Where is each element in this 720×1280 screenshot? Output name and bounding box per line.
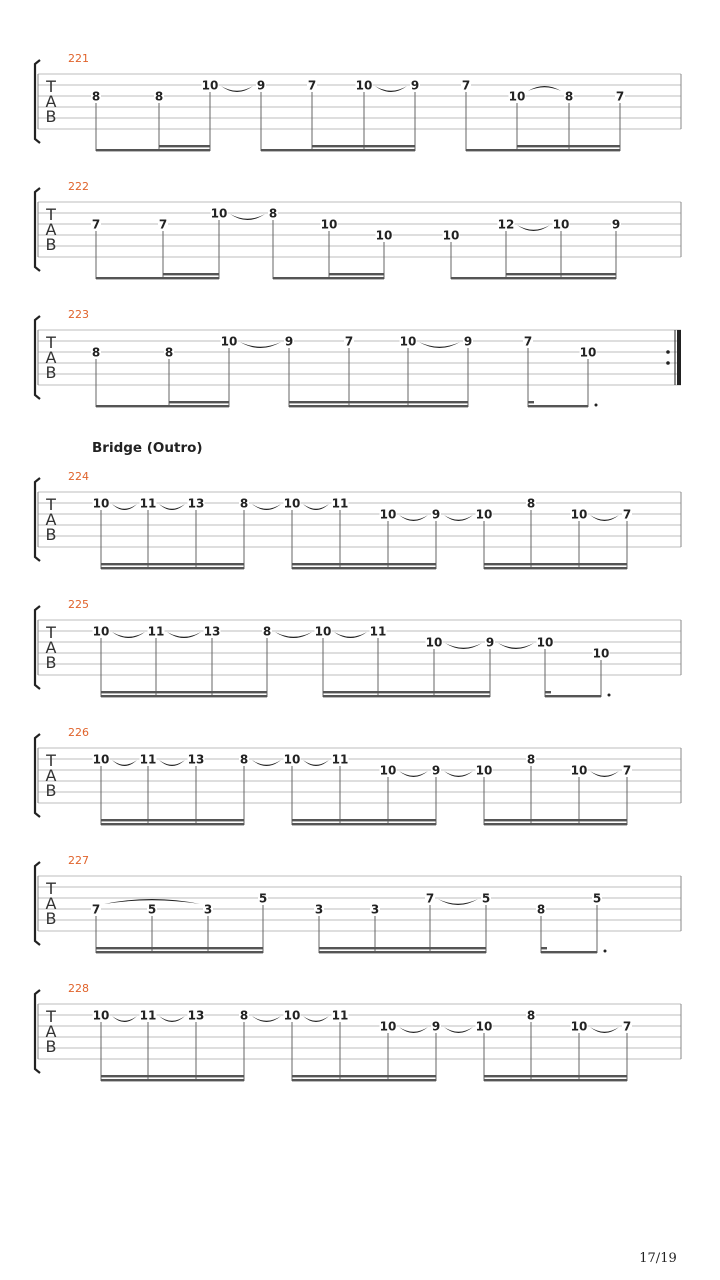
fret-number: 10 bbox=[442, 228, 460, 243]
tie bbox=[159, 504, 185, 510]
page-number: 17/19 bbox=[639, 1251, 677, 1266]
tie bbox=[590, 1027, 619, 1033]
fret-number: 10 bbox=[92, 1008, 110, 1023]
tie bbox=[445, 643, 482, 649]
beam bbox=[451, 277, 616, 279]
fret-number: 13 bbox=[187, 752, 205, 767]
tab-systems bbox=[35, 52, 681, 1081]
measure-number: 224 bbox=[68, 470, 89, 483]
beam bbox=[329, 273, 384, 275]
tab-system bbox=[35, 726, 681, 825]
tie bbox=[230, 214, 265, 220]
tie bbox=[112, 632, 145, 638]
measure-number: 226 bbox=[68, 726, 89, 739]
beam bbox=[96, 947, 263, 949]
tab-clef-letter: B bbox=[45, 1037, 57, 1056]
tie bbox=[498, 643, 534, 649]
fret-number: 8 bbox=[239, 752, 249, 767]
fret-number: 10 bbox=[201, 78, 219, 93]
tie bbox=[112, 1016, 137, 1022]
fret-number: 9 bbox=[463, 334, 473, 349]
beam bbox=[101, 819, 244, 821]
measure-number: 228 bbox=[68, 982, 89, 995]
tab-system bbox=[35, 52, 681, 151]
tie bbox=[528, 86, 561, 91]
beam bbox=[484, 819, 627, 821]
beam bbox=[101, 1079, 244, 1081]
tab-clef-letter: A bbox=[45, 92, 57, 111]
tie bbox=[590, 515, 619, 521]
fret-number: 3 bbox=[370, 902, 380, 917]
fret-number: 12 bbox=[497, 217, 515, 232]
tie bbox=[303, 760, 329, 766]
fret-number: 5 bbox=[481, 891, 491, 906]
tab-clef-letter: T bbox=[46, 495, 56, 514]
tab-system bbox=[35, 982, 681, 1081]
beam bbox=[292, 1075, 436, 1077]
beam bbox=[319, 947, 486, 949]
tie bbox=[252, 1016, 281, 1022]
beam bbox=[273, 277, 384, 279]
tab-clef-letter: T bbox=[46, 333, 56, 352]
fret-number: 7 bbox=[425, 891, 435, 906]
beam bbox=[163, 273, 219, 275]
tab-system bbox=[35, 598, 681, 697]
beam bbox=[292, 567, 436, 569]
fret-number: 10 bbox=[220, 334, 238, 349]
fret-number: 8 bbox=[526, 1008, 536, 1023]
tie bbox=[303, 1016, 329, 1022]
tab-clef-letter: T bbox=[46, 751, 56, 770]
beam bbox=[101, 1075, 244, 1077]
fret-number: 9 bbox=[485, 635, 495, 650]
fret-number: 10 bbox=[379, 1019, 397, 1034]
tie bbox=[334, 632, 367, 638]
tie bbox=[252, 760, 281, 766]
beam bbox=[101, 691, 267, 693]
tab-clef-letter: T bbox=[46, 623, 56, 642]
fret-number: 8 bbox=[262, 624, 272, 639]
tab-clef-letter: B bbox=[45, 653, 57, 672]
fret-number: 8 bbox=[536, 902, 546, 917]
tie bbox=[517, 225, 550, 231]
tab-clef-letter: A bbox=[45, 766, 57, 785]
fret-number: 7 bbox=[344, 334, 354, 349]
tab-system bbox=[35, 308, 681, 407]
fret-number: 10 bbox=[375, 228, 393, 243]
tie bbox=[419, 342, 460, 348]
beam bbox=[101, 563, 244, 565]
fret-number: 8 bbox=[239, 1008, 249, 1023]
fret-number: 9 bbox=[431, 763, 441, 778]
fret-number: 10 bbox=[283, 1008, 301, 1023]
tie bbox=[375, 86, 407, 92]
fret-number: 10 bbox=[92, 624, 110, 639]
beam bbox=[96, 277, 219, 279]
measure-number: 225 bbox=[68, 598, 89, 611]
beam bbox=[169, 401, 229, 403]
beam bbox=[292, 1079, 436, 1081]
beam bbox=[159, 145, 210, 147]
fret-number: 9 bbox=[284, 334, 294, 349]
tie bbox=[252, 504, 281, 510]
beam bbox=[292, 563, 436, 565]
fret-number: 10 bbox=[475, 1019, 493, 1034]
fret-number: 7 bbox=[307, 78, 317, 93]
tie bbox=[303, 504, 329, 510]
repeat-dot bbox=[666, 361, 670, 365]
fret-number: 11 bbox=[139, 496, 157, 511]
fret-number: 8 bbox=[91, 89, 101, 104]
fret-number: 11 bbox=[331, 752, 349, 767]
beam bbox=[292, 819, 436, 821]
fret-number: 10 bbox=[320, 217, 338, 232]
fret-number: 8 bbox=[91, 345, 101, 360]
fret-number: 10 bbox=[379, 507, 397, 522]
fret-number: 10 bbox=[92, 752, 110, 767]
beam bbox=[545, 695, 601, 697]
beam bbox=[261, 149, 415, 151]
beam bbox=[96, 149, 210, 151]
tie bbox=[438, 899, 478, 905]
tie bbox=[167, 632, 201, 638]
fret-number: 7 bbox=[158, 217, 168, 232]
fret-number: 8 bbox=[239, 496, 249, 511]
fret-number: 10 bbox=[210, 206, 228, 221]
tab-system bbox=[35, 180, 681, 279]
dot bbox=[595, 404, 598, 407]
measure-number: 223 bbox=[68, 308, 89, 321]
fret-number: 7 bbox=[91, 902, 101, 917]
beam bbox=[528, 405, 588, 407]
tie bbox=[590, 771, 619, 777]
tab-clef-letter: A bbox=[45, 510, 57, 529]
beam bbox=[96, 405, 229, 407]
tie bbox=[275, 632, 312, 638]
fret-number: 7 bbox=[622, 763, 632, 778]
beam bbox=[484, 1079, 627, 1081]
fret-number: 9 bbox=[256, 78, 266, 93]
fret-number: 7 bbox=[622, 1019, 632, 1034]
fret-number: 10 bbox=[508, 89, 526, 104]
beam-stub bbox=[545, 691, 551, 693]
fret-number: 10 bbox=[314, 624, 332, 639]
measure-number: 221 bbox=[68, 52, 89, 65]
fret-number: 10 bbox=[570, 507, 588, 522]
tie bbox=[221, 86, 253, 92]
tab-clef-letter: B bbox=[45, 107, 57, 126]
beam bbox=[484, 567, 627, 569]
fret-number: 7 bbox=[615, 89, 625, 104]
tab-clef-letter: B bbox=[45, 235, 57, 254]
beam bbox=[466, 149, 620, 151]
fret-number: 9 bbox=[410, 78, 420, 93]
fret-number: 7 bbox=[461, 78, 471, 93]
beam-stub bbox=[541, 947, 547, 949]
fret-number: 10 bbox=[536, 635, 554, 650]
fret-number: 10 bbox=[283, 496, 301, 511]
tab-system bbox=[35, 854, 681, 953]
fret-number: 10 bbox=[592, 646, 610, 661]
tab-clef-letter: A bbox=[45, 894, 57, 913]
tab-clef-letter: T bbox=[46, 205, 56, 224]
tie bbox=[399, 515, 428, 521]
fret-number: 7 bbox=[622, 507, 632, 522]
fret-number: 9 bbox=[431, 1019, 441, 1034]
fret-number: 13 bbox=[187, 1008, 205, 1023]
beam bbox=[517, 145, 620, 147]
measure-number: 227 bbox=[68, 854, 89, 867]
fret-number: 13 bbox=[187, 496, 205, 511]
fret-number: 11 bbox=[331, 1008, 349, 1023]
beam bbox=[484, 563, 627, 565]
beam bbox=[312, 145, 415, 147]
tab-clef-letter: B bbox=[45, 363, 57, 382]
repeat-dot bbox=[666, 350, 670, 354]
fret-number: 8 bbox=[526, 752, 536, 767]
dot bbox=[608, 694, 611, 697]
tie bbox=[112, 504, 137, 510]
fret-number: 10 bbox=[425, 635, 443, 650]
fret-number: 5 bbox=[147, 902, 157, 917]
fret-number: 9 bbox=[611, 217, 621, 232]
fret-number: 11 bbox=[147, 624, 165, 639]
fret-number: 10 bbox=[355, 78, 373, 93]
final-barline bbox=[677, 330, 681, 385]
tab-clef-letter: A bbox=[45, 220, 57, 239]
tab-clef-letter: A bbox=[45, 348, 57, 367]
tab-clef-letter: A bbox=[45, 638, 57, 657]
tie bbox=[444, 771, 473, 777]
beam bbox=[101, 823, 244, 825]
beam bbox=[323, 695, 490, 697]
measure-number: 222 bbox=[68, 180, 89, 193]
fret-number: 10 bbox=[570, 1019, 588, 1034]
fret-number: 10 bbox=[475, 507, 493, 522]
beam-stub bbox=[528, 401, 534, 403]
tie bbox=[112, 760, 137, 766]
beam bbox=[319, 951, 486, 953]
beam bbox=[101, 695, 267, 697]
tab-clef-letter: B bbox=[45, 909, 57, 928]
tie bbox=[240, 342, 281, 348]
tab-clef-letter: A bbox=[45, 1022, 57, 1041]
fret-number: 8 bbox=[164, 345, 174, 360]
tab-clef-letter: T bbox=[46, 77, 56, 96]
fret-number: 7 bbox=[91, 217, 101, 232]
fret-number: 13 bbox=[203, 624, 221, 639]
fret-number: 8 bbox=[526, 496, 536, 511]
fret-number: 3 bbox=[314, 902, 324, 917]
fret-number: 3 bbox=[203, 902, 213, 917]
beam bbox=[289, 405, 468, 407]
tie bbox=[444, 1027, 473, 1033]
beam bbox=[101, 567, 244, 569]
beam bbox=[323, 691, 490, 693]
fret-number: 10 bbox=[92, 496, 110, 511]
fret-number: 10 bbox=[552, 217, 570, 232]
fret-number: 8 bbox=[268, 206, 278, 221]
fret-number: 11 bbox=[369, 624, 387, 639]
beam bbox=[292, 823, 436, 825]
beam bbox=[484, 1075, 627, 1077]
fret-number: 9 bbox=[431, 507, 441, 522]
tab-clef-letter: B bbox=[45, 781, 57, 800]
tab-system bbox=[35, 470, 681, 569]
fret-number: 5 bbox=[258, 891, 268, 906]
beam bbox=[484, 823, 627, 825]
tab-clef-letter: T bbox=[46, 1007, 56, 1026]
tab-clef-letter: T bbox=[46, 879, 56, 898]
fret-number: 10 bbox=[579, 345, 597, 360]
fret-number: 8 bbox=[154, 89, 164, 104]
fret-number: 10 bbox=[570, 763, 588, 778]
tie bbox=[159, 1016, 185, 1022]
tie bbox=[399, 771, 428, 777]
beam bbox=[541, 951, 597, 953]
dot bbox=[604, 950, 607, 953]
fret-number: 11 bbox=[139, 1008, 157, 1023]
fret-number: 10 bbox=[283, 752, 301, 767]
fret-number: 7 bbox=[523, 334, 533, 349]
fret-number: 11 bbox=[331, 496, 349, 511]
fret-number: 5 bbox=[592, 891, 602, 906]
fret-number: 10 bbox=[379, 763, 397, 778]
beam bbox=[96, 951, 263, 953]
fret-number: 11 bbox=[139, 752, 157, 767]
tab-clef-letter: B bbox=[45, 525, 57, 544]
beam bbox=[506, 273, 616, 275]
fret-number: 10 bbox=[399, 334, 417, 349]
section-title: Bridge (Outro) bbox=[92, 440, 203, 456]
tie bbox=[399, 1027, 428, 1033]
tie bbox=[159, 760, 185, 766]
fret-number: 10 bbox=[475, 763, 493, 778]
beam bbox=[289, 401, 468, 403]
fret-number: 8 bbox=[564, 89, 574, 104]
tie bbox=[444, 515, 473, 521]
